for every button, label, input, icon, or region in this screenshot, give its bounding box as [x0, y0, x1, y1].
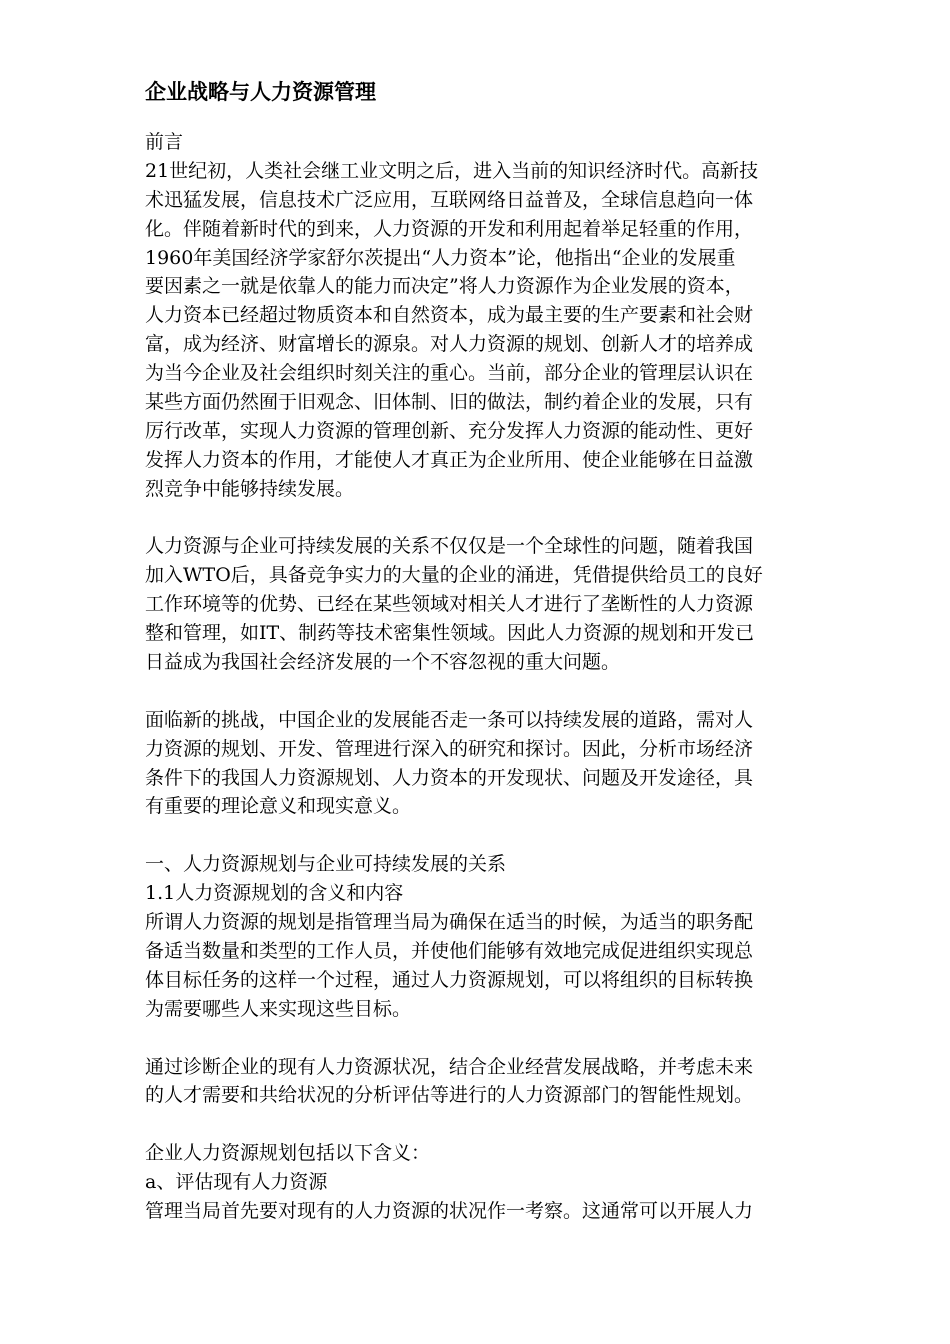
text-line: 化。伴随着新时代的到来，人力资源的开发和利用起着举足轻重的作用， [145, 217, 754, 240]
text-line: 工作环境等的优势、已经在某些领域对相关人才进行了垄断性的人力资源 [145, 593, 754, 616]
paragraph-2 [145, 532, 865, 676]
text-line: 21世纪初，人类社会继工业文明之后，进入当前的知识经济时代。高新技 [145, 159, 759, 182]
text-line: 某些方面仍然囿于旧观念、旧体制、旧的做法，制约着企业的发展，只有 [145, 391, 754, 414]
text-line: 备适当数量和类型的工作人员，并使他们能够有效地完成促进组织实现总 [145, 939, 754, 962]
text-line: 为当今企业及社会组织时刻关注的重心。当前，部分企业的管理层认识在 [145, 362, 754, 385]
text-line: 1.1人力资源规划的含义和内容 [145, 882, 404, 905]
paragraph-5 [145, 1139, 865, 1226]
paragraph-1 [145, 157, 865, 504]
text-line: 所谓人力资源的规划是指管理当局为确保在适当的时候，为适当的职务配 [145, 911, 754, 934]
text-line: 管理当局首先要对现有的人力资源的状况作一考察。这通常可以开展人力 [145, 1199, 754, 1222]
document-title: 企业战略与人力资源管理 [145, 79, 376, 104]
paragraph-4 [145, 1053, 865, 1111]
preface-heading [145, 128, 865, 157]
text-line: 发挥人力资本的作用，才能使人才真正为企业所用、使企业能够在日益激 [145, 448, 754, 471]
document-body [145, 128, 865, 1226]
text-line: 要因素之一就是依靠人的能力而决定”将人力资源作为企业发展的资本， [145, 275, 744, 298]
text-line: 人力资源与企业可持续发展的关系不仅仅是一个全球性的问题，随着我国 [145, 535, 754, 558]
text-line: 面临新的挑战，中国企业的发展能否走一条可以持续发展的道路，需对人 [145, 708, 754, 731]
text-line: 企业人力资源规划包括以下含义： [145, 1142, 431, 1165]
text-line: 通过诊断企业的现有人力资源状况，结合企业经营发展战略，并考虑未来 [145, 1055, 754, 1078]
text-line: 人力资本已经超过物质资本和自然资本，成为最主要的生产要素和社会财 [145, 304, 754, 327]
text-line: 富，成为经济、财富增长的源泉。对人力资源的规划、创新人才的培养成 [145, 333, 754, 356]
text-line: 烈竞争中能够持续发展。 [145, 477, 355, 500]
text-line: a、评估现有人力资源 [145, 1171, 328, 1194]
document-page [145, 78, 865, 1226]
paragraph-gap [145, 1024, 865, 1053]
text-line: 1960年美国经济学家舒尔茨提出“人力资本”论，他指出“企业的发展重 [145, 246, 736, 269]
text-line: 为需要哪些人来实现这些目标。 [145, 997, 412, 1020]
text-line: 条件下的我国人力资源规划、人力资本的开发现状、问题及开发途径，具 [145, 766, 754, 789]
text-line: 的人才需要和共给状况的分析评估等进行的人力资源部门的智能性规划。 [145, 1084, 754, 1107]
text-line: 有重要的理论意义和现实意义。 [145, 795, 412, 818]
text-line: 力资源的规划、开发、管理进行深入的研究和探讨。因此，分析市场经济 [145, 737, 754, 760]
paragraph-gap [145, 1110, 865, 1139]
text-line: 加入WTO后，具备竞争实力的大量的企业的涌进，凭借提供给员工的良好 [145, 564, 763, 587]
text-line: 前言 [145, 131, 184, 153]
paragraph-gap [145, 504, 865, 533]
section-1 [145, 850, 865, 1023]
paragraph-gap [145, 821, 865, 850]
text-line: 整和管理，如IT、制药等技术密集性领域。因此人力资源的规划和开发已 [145, 622, 755, 645]
text-line: 厉行改革，实现人力资源的管理创新、充分发挥人力资源的能动性、更好 [145, 419, 754, 442]
text-line: 体目标任务的这样一个过程，通过人力资源规划，可以将组织的目标转换 [145, 968, 754, 991]
paragraph-gap [145, 677, 865, 706]
text-line: 术迅猛发展，信息技术广泛应用，互联网络日益普及，全球信息趋向一体 [145, 188, 754, 211]
text-line: 日益成为我国社会经济发展的一个不容忽视的重大问题。 [145, 651, 621, 674]
text-line: 一、人力资源规划与企业可持续发展的关系 [145, 853, 507, 876]
paragraph-3 [145, 706, 865, 822]
